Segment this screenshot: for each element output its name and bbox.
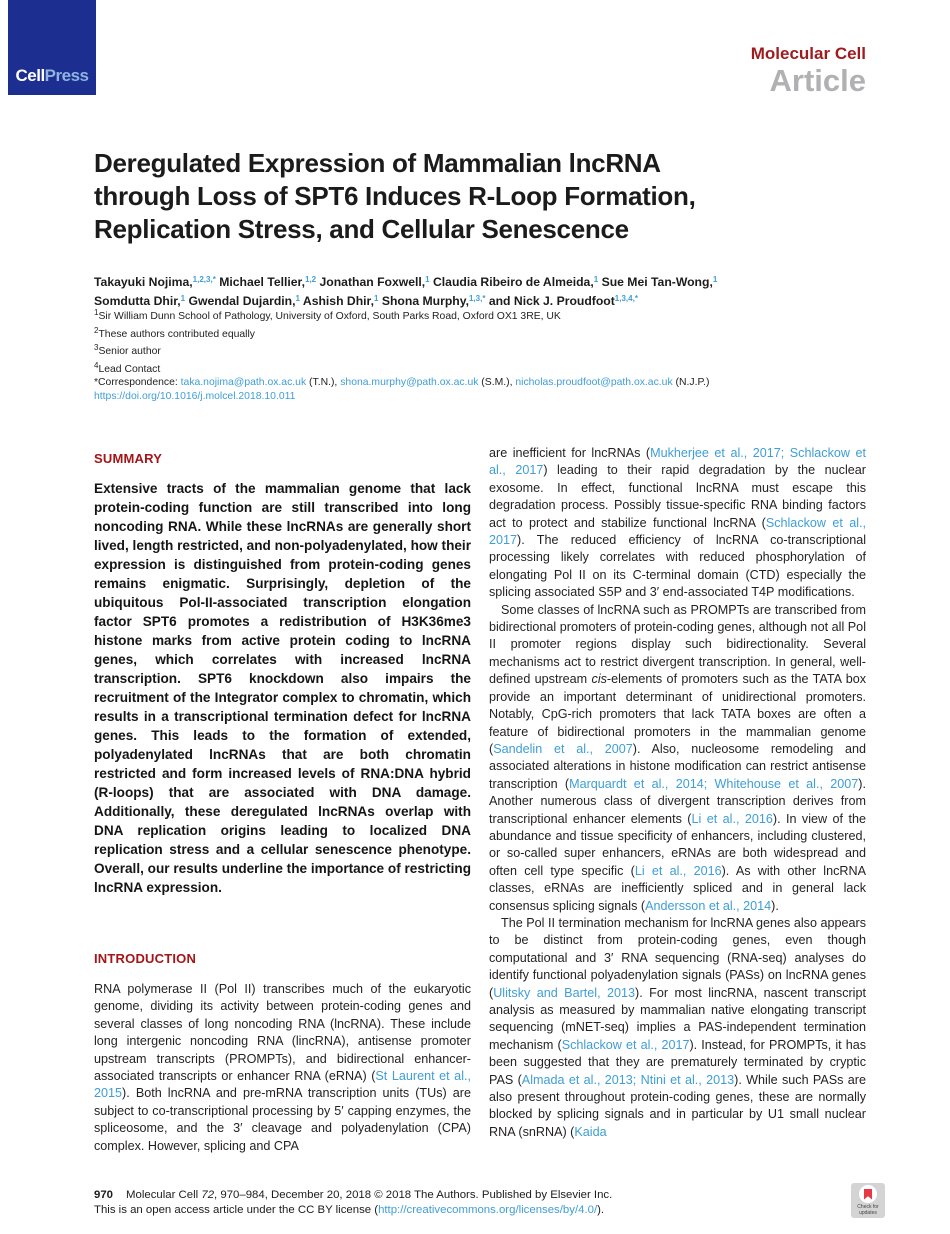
summary-heading: SUMMARY [94,451,163,466]
text-segment: ). Also, nucleosome remodeling and associated alterations in histone modification can restrict antisense transcription ( [489,741,866,791]
text-link[interactable]: taka.nojima@path.ox.ac.uk [180,377,307,388]
text-segment: ). While such PASs are also present throughout protein-coding genes, these are normally blocked by splicing signals and in particular by U1 small nuclear RNA (snRNA) ( [489,1072,866,1139]
paragraph [489,602,866,915]
text-segment: are inefficient for lncRNAs ( [489,446,651,460]
citation-text [126,1189,612,1201]
text-segment: Molecular Cell [126,1189,202,1201]
text-segment: ). As with other lncRNA classes, eRNAs are inefficiently spliced and in general lack consensus splicing signals ( [489,863,866,913]
text-segment: ). Another numerous class of divergent transcription derives from transcriptional enhancer elements ( [489,776,866,826]
text-segment: Michael Tellier, [215,275,305,289]
article-title: Deregulated Expression of Mammalian lncRNA through Loss of SPT6 Induces R-Loop Formation, Replication Stress, and Cellular Senescence [94,148,696,244]
text-segment: 1 [374,293,379,303]
text-link[interactable]: Almada et al., 2013; Ntini et al., 2013 [521,1072,735,1087]
masthead [751,44,866,97]
text-segment: Shona Murphy, [378,293,469,308]
footer-line-1 [94,1188,834,1203]
text-segment: Claudia Ribeiro de Almeida, [429,275,594,289]
paragraph [489,915,866,1141]
text-segment: ). Instead, for PROMPTs, it has been suggested that they are prematurely terminated by cryptic PAS ( [489,1037,866,1087]
text-link[interactable]: Schlackow et al., 2017 [489,515,866,548]
text-segment: Some classes of lncRNA such as PROMPTs are transcribed from bidirectional promoters of protein-coding genes, although not all Pol II promoter regions display such bidirectionality. Several mechanisms act to restrict divergent transcription. In general, well-defined upstream [489,602,866,687]
text-segment: Ashish Dhir, [299,293,375,308]
text-segment: ) leading to their rapid degradation by the nuclear exosome. In effect, functional lncRNA must escape this degradation process. Possibly tissue-specific RNA binding factors act to protect and stabilize functional lncRNA ( [489,463,866,530]
text-segment: and Nick J. Proudfoot [485,293,615,308]
text-link[interactable]: Sandelin et al., 2007 [493,741,633,756]
text-link[interactable]: Schlackow et al., 2017 [561,1037,690,1052]
page-number: 970 [94,1189,114,1201]
text-segment: , 970–984, December 20, 2018 © 2018 The Authors. Published by Elsevier Inc. [214,1189,613,1201]
text-segment: 1 [94,308,99,317]
text-link[interactable]: https://doi.org/10.1016/j.molcel.2018.10.011 [94,390,296,402]
text-link[interactable]: St Laurent et al., 2015 [94,1069,471,1101]
logo-press-text: Press [44,66,89,85]
text-link[interactable]: Li et al., 2016 [634,863,722,878]
text-segment: Jonathan Foxwell, [316,275,426,289]
footer-line-2 [94,1203,834,1218]
correspondence-line [94,376,914,390]
text-segment: 1 [712,275,718,284]
text-segment: ). The reduced efficiency of lncRNA co-transcriptional processing likely correlates with reduced phosphorylation of elongating Pol II on its C-terminal domain (CTD) especially the splicing associated S5P and 3′ end-associated T4P modifications. [489,533,866,600]
text-link[interactable]: http://creativecommons.org/licenses/by/4.0/ [378,1204,598,1216]
text-segment: Sir William Dunn School of Pathology, University of Oxford, South Parks Road, Oxford OX1 3RE, UK [98,311,561,322]
affiliation-line [94,341,914,359]
text-segment: ). For most lincRNA, nascent transcript analysis as measured by mammalian native elongating transcript sequencing (mNET-seq) implies a PAS-independent termination mechanism ( [489,985,866,1052]
text-segment: ). [597,1204,605,1216]
text-segment: Senior author [98,346,161,357]
text-segment: This is an open access article under the CC BY license ( [94,1204,379,1216]
text-link[interactable]: Marquardt et al., 2014; Whitehouse et al., 2007 [569,776,859,791]
affiliation-line [94,324,914,342]
introduction-heading: INTRODUCTION [94,951,197,966]
text-link[interactable]: Mukherjee et al., 2017; Schlackow et al., 2017 [489,446,866,478]
text-segment: 1,3,* [468,293,486,303]
text-segment: The Pol II termination mechanism for lncRNA genes also appears to be distinct from protein-coding genes, even though computational and 3′ RNA sequencing (RNA-seq) analyses do identify functional polyadenylation signals (PASs) on lncRNA genes ( [489,915,866,1000]
text-segment: (T.N.), [306,377,341,388]
text-link[interactable]: shona.murphy@path.ox.ac.uk [340,377,479,388]
text-segment: 72 [201,1189,215,1201]
text-link[interactable]: Ulitsky and Bartel, 2013 [493,985,636,1000]
text-segment: Takayuki Nojima, [94,275,193,289]
text-segment: 1,2 [305,275,317,284]
cellpress-logo-text [8,66,96,86]
text-segment: Somdutta Dhir, [94,293,181,308]
article-type-label: Article [769,63,866,98]
affiliations [94,306,914,403]
text-segment: cis [591,672,607,687]
text-segment: *Correspondence: [94,377,181,388]
text-link[interactable]: nicholas.proudfoot@path.ox.ac.uk [515,377,673,388]
badge-circle [859,1185,877,1203]
footer [94,1188,834,1218]
introduction-text [94,981,471,1163]
right-column-text [489,445,866,1161]
check-for-updates-badge[interactable] [851,1183,885,1218]
text-segment: -elements of promoters such as the TATA box provide an important determinant of unidirectional promoters. Notably, CpG-rich promoters that lack TATA boxes are often a feature of bidirectional promoters in the mammalian genome ( [489,672,866,756]
text-segment: (S.M.), [478,377,516,388]
text-segment: These authors contributed equally [98,328,255,340]
text-link[interactable]: Andersson et al., 2014 [645,898,772,913]
affiliation-line [94,306,914,324]
text-segment: 1 [593,275,599,284]
text-segment: 1,2,3,* [192,275,216,284]
text-segment: 1 [295,293,300,303]
text-segment: 1 [180,293,186,303]
text-link[interactable]: Li et al., 2016 [691,811,773,826]
bookmark-icon [864,1189,872,1200]
doi-line [94,390,914,404]
journal-name: Molecular Cell [750,44,866,63]
text-link[interactable]: Kaida [574,1124,607,1139]
text-segment: (N.J.P.) [672,377,710,388]
text-segment: 3 [94,343,99,352]
summary-text: Extensive tracts of the mammalian genome that lack protein-coding function are still transcribed into long noncoding RNA. While these lncRNAs are generally short lived, length restricted, and non-polyadenylated, how their expression is distinguished from protein-coding genes remains enigmatic. Surprisingly, depletion of the ubiquitous Pol-II-associated transcription elongation factor SPT6 promotes a redistribution of H3K36me3 histone marks from active protein coding to lncRNA genes, which correlates with increased lncRNA transcription. SPT6 knockdown also impairs the recruitment of the Integrator complex to chromatin, which results in a transcriptional termination defect for lncRNA genes. This leads to the formation of extended, polyadenylated lncRNAs that are both chromatin restricted and form increased levels of RNA:DNA hybrid (R-loops) that are associated with DNA damage. Additionally, these deregulated lncRNAs overlap with DNA replication origins leading to localized DNA replication stress and a cellular senescence phenotype. Overall, our results underline the importance of restricting lncRNA expression. [94,481,471,895]
text-segment: Gwendal Dujardin, [185,293,296,308]
text-segment: Sue Mei Tan-Wong, [598,275,713,289]
text-segment: ). [771,898,779,913]
text-segment: 2 [94,325,99,335]
text-segment: 4 [94,360,99,370]
text-segment: 1,3,4,* [614,293,638,303]
cellpress-logo [8,0,96,95]
logo-cell-text: Cell [15,66,45,85]
paragraph [94,981,471,1155]
text-segment: Lead Contact [98,363,161,375]
badge-label: Check for updates [857,1204,879,1216]
affiliation-line [94,359,914,377]
author-line-1 [94,272,884,291]
text-segment: ). In view of the abundance and tissue specificity of enhancers, including clustered, or so-called super enhancers, eRNAs are both widespread and often cell type specific ( [489,811,866,878]
author-list [94,272,884,309]
text-segment: 1 [425,275,430,284]
text-segment: ). Both lncRNA and pre-mRNA transcription units (TUs) are subject to co-transcriptional processing by 5′ capping enzymes, the spliceosome, and the 3′ cleavage and polyadenylation (CPA) complex. However, splicing and CPA [94,1086,471,1153]
text-segment: RNA polymerase II (Pol II) transcribes much of the eukaryotic genome, dividing its activity between protein-coding genes and several classes of long noncoding RNA (lncRNA). These include long intergenic noncoding RNA (lincRNA), antisense promoter upstream transcripts (PROMPTs), and bidirectional enhancer-associated transcripts or enhancer RNA (eRNA) ( [94,982,471,1084]
paragraph [489,445,866,602]
